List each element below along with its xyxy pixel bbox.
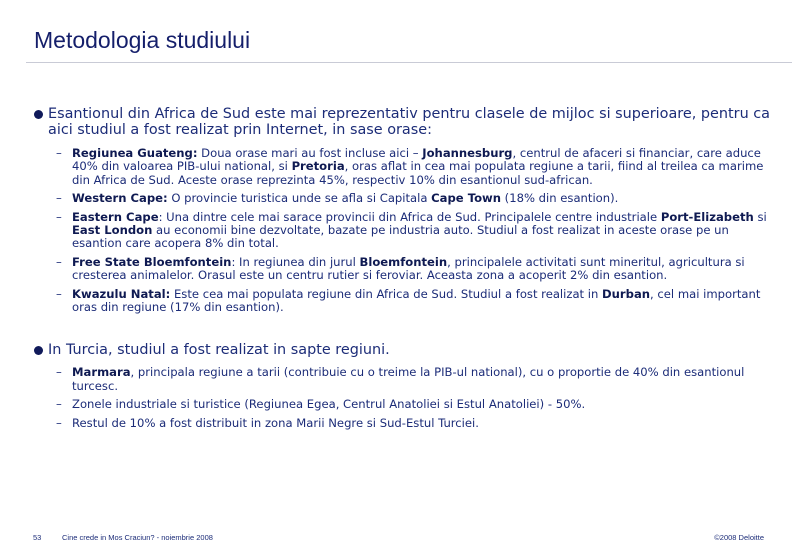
- dash: –: [56, 397, 62, 412]
- sub-bullet-marmara: – Marmara, principala regiune a tarii (contribuie cu o treime la PIB-ul national), cu o proportie de 40% din esantionul turcesc.: [56, 365, 745, 393]
- region-name: Free State Bloemfontein: [72, 254, 232, 269]
- sub-bullet-eastern-cape: – Eastern Cape: Una dintre cele mai sarace provincii din Africa de Sud. Principalele centre industriale Port-Elizabeth si East London au economii bine dezvoltate, bazate pe industria auto. Studiul a fost realizat in aceste orase pe un esantion care acopera 8% din total.: [56, 209, 767, 251]
- region-name: Western Cape:: [72, 191, 168, 206]
- sub-bullet-western-cape: – Western Cape: O provincie turistica unde se afla si Capitala Cape Town (18% din esantion).: [56, 191, 619, 206]
- city-name: Port-Elizabeth: [660, 209, 754, 224]
- sub-bullet-black-sea: – Restul de 10% a fost distribuit in zona Marii Negre si Sud-Estul Turciei.: [56, 415, 479, 430]
- bullet-dot: [34, 346, 43, 355]
- dash: –: [56, 191, 62, 206]
- city-name: Durban: [602, 286, 651, 301]
- dash: –: [56, 365, 62, 380]
- title-divider: [26, 62, 792, 63]
- region-name: Kwazulu Natal:: [72, 286, 171, 301]
- region-name: Eastern Cape: [72, 209, 159, 224]
- content-area: [34, 106, 780, 430]
- bullet-text: Esantionul din Africa de Sud este mai reprezentativ pentru clasele de mijloc si superioare, pentru ca aici studiul a fost realizat prin Internet, in sase orase:: [48, 106, 770, 138]
- city-name: Pretoria: [291, 159, 345, 174]
- dash: –: [56, 254, 62, 269]
- dash: –: [56, 209, 62, 224]
- region-name: Regiunea Guateng:: [72, 146, 198, 160]
- sub-bullet-free-state: – Free State Bloemfontein: In regiunea din jurul Bloemfontein, principalele activitati sunt mineritul, agricultura si cresterea animalelor. Orasul este un centru rutier si feroviar. Aceasta zona a acoperit 2% din esantion.: [56, 254, 745, 283]
- bullet-text: In Turcia, studiul a fost realizat in sapte regiuni.: [48, 342, 390, 359]
- footer-page-number: 53: [33, 533, 42, 542]
- city-name: Johannesburg: [422, 146, 513, 160]
- region-name: Marmara: [72, 365, 131, 380]
- dash: –: [56, 415, 62, 430]
- bullet-turkey: [34, 342, 780, 358]
- footer-copyright: ©2008 Deloitte: [714, 533, 764, 542]
- bullet-dot: [34, 110, 43, 119]
- sub-bullet-guateng: – Regiunea Guateng: Doua orase mari au fost incluse aici – Johannesburg, centrul de afaceri si financiar, care aduce 40% din valoarea PIB-ului national, si Pretoria, oras aflat in cea mai populata regiune a tarii, fiind al treilea ca marime din Africa de Sud. Aceste orase reprezinta 45%, respectiv 10% din esantionul sud-african.: [56, 146, 764, 187]
- sub-bullet-kwazulu-natal: – Kwazulu Natal: Este cea mai populata regiune din Africa de Sud. Studiul a fost realizat in Durban, cel mai important oras din regiune (17% din esantion).: [56, 286, 761, 315]
- dash: –: [56, 146, 62, 160]
- bullet-south-africa: [34, 106, 780, 138]
- dash: –: [56, 286, 62, 301]
- sub-bullet-industrial-zones: – Zonele industriale si turistice (Regiunea Egea, Centrul Anatoliei si Estul Anatoliei) - 50%.: [56, 397, 586, 412]
- city-name: Bloemfontein: [359, 254, 448, 269]
- city-name: East London: [72, 223, 153, 238]
- footer-caption: Cine crede in Mos Craciun? - noiembrie 2008: [62, 533, 213, 542]
- city-name: Cape Town: [431, 191, 501, 206]
- page-title: Metodologia studiului: [34, 27, 251, 53]
